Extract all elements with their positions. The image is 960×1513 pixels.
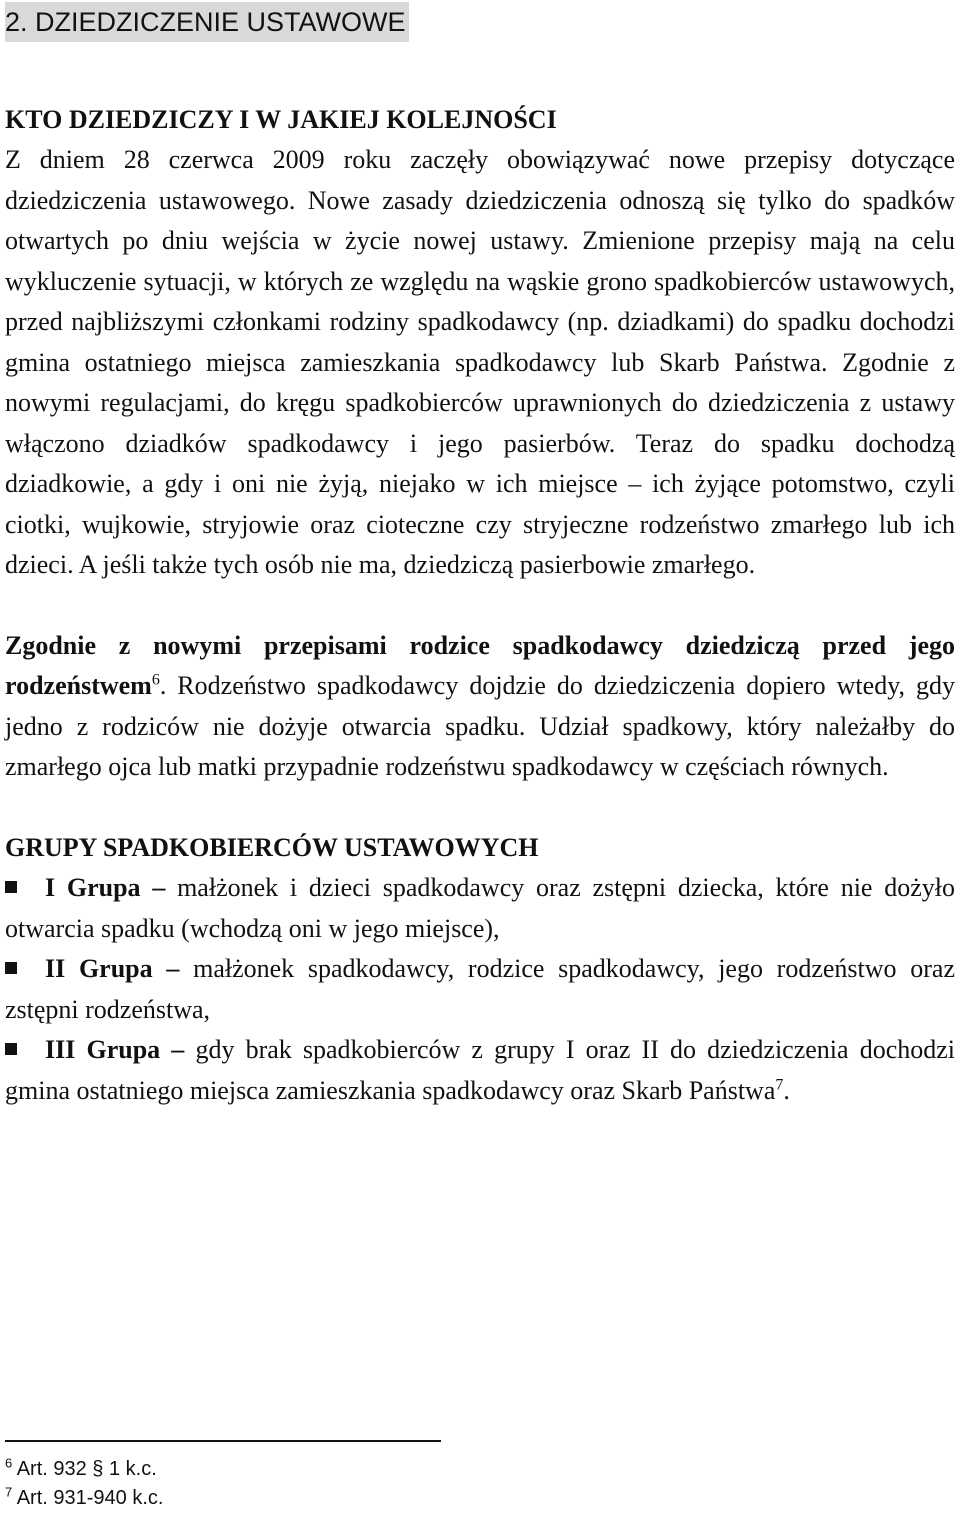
paragraph-inheritance-rules: Z dniem 28 czerwca 2009 roku zaczęły obowiązywać nowe przepisy dotyczące dziedziczenia ustawowego. Nowe zasady dziedziczenia odnoszą się tylko do spadków otwartych po dniu wejścia w życie nowej ustawy. Zmienione przepisy mają na celu wykluczenie sytuacji, w których ze względu na wąskie grono spadkobierców ustawowych, przed najbliższymi członkami rodziny spadkodawcy (np. dziadkami) do spadku dochodzi gmina ostatniego miejsca zamieszkania spadkodawcy lub Skarb Państwa. Zgodnie z nowymi regulacjami, do kręgu spadkobierców uprawnionych do dziedziczenia z ustawy włączono dziadków spadkodawcy i jego pasierbów. Teraz do spadku dochodzą dziadkowie, a gdy i oni nie żyją, niejako w ich miejsce – ich żyjące potomstwo, czyli ciotki, wujkowie, stryjowie oraz cioteczne czy stryjeczne rodzeństwo zmarłego lub ich dzieci. A jeśli także tych osób nie ma, dziedziczą pasierbowie zmarłego. (5, 145, 955, 579)
footnote-number: 6 (5, 1455, 13, 1471)
square-bullet-icon (5, 1043, 17, 1055)
square-bullet-icon (5, 881, 17, 893)
groups-title: GRUPY SPADKOBIERCÓW USTAWOWYCH (5, 832, 539, 862)
group-tail: . (783, 1075, 790, 1105)
footnote-ref-7[interactable]: 7 (775, 1075, 784, 1093)
group-label: II Grupa – (45, 954, 180, 983)
footnote-6 (5, 1455, 163, 1484)
footnote-text: Art. 931-940 k.c. (12, 1487, 164, 1509)
group-label: I Grupa – (45, 873, 166, 902)
square-bullet-icon (5, 962, 17, 974)
footnote-text: Art. 932 § 1 k.c. (12, 1458, 157, 1480)
footnote-ref-6[interactable]: 6 (151, 671, 160, 689)
list-item-group-2 (5, 949, 955, 1030)
list-item-group-3 (5, 1030, 955, 1111)
footnote-7 (5, 1484, 163, 1513)
group-text: gdy brak spadkobierców z grupy I oraz II do dziedziczenia dochodzi gmina ostatniego miejsca zamieszkania spadkodawcy oraz Skarb Państwa (5, 1035, 956, 1105)
chapter-title: 2. DZIEDZICZENIE USTAWOWE (5, 2, 409, 42)
list-item-group-1 (5, 868, 955, 949)
paragraph-rest: . Rodzeństwo spadkodawcy dojdzie do dziedziczenia dopiero wtedy, gdy jedno z rodziców nie dożyje otwarcia spadku. Udział spadkowy, który należałby do zmarłego ojca lub matki przypadnie rodzeństwu spadkodawcy w częściach równych. (5, 671, 955, 781)
group-label: III Grupa – (45, 1035, 185, 1064)
group-text: małżonek i dzieci spadkodawcy oraz zstępni dziecka, które nie dożyło otwarcia spadku (wchodzą oni w jego miejsce), (5, 873, 955, 943)
document-page (5, 0, 955, 1111)
section-title: KTO DZIEDZICZY I W JAKIEJ KOLEJNOŚCI (5, 105, 557, 134)
footnotes (5, 1455, 163, 1513)
footnote-number: 7 (5, 1484, 13, 1500)
paragraph-bold-lead: Zgodnie z nowymi przepisami rodzice spadkodawcy dziedziczą przed jego rodzeństwem (5, 630, 955, 700)
paragraph-parents-before-siblings (5, 626, 955, 788)
footnote-separator (5, 1440, 441, 1442)
group-text: małżonek spadkodawcy, rodzice spadkodawcy, jego rodzeństwo oraz zstępni rodzeństwa, (5, 954, 955, 1024)
